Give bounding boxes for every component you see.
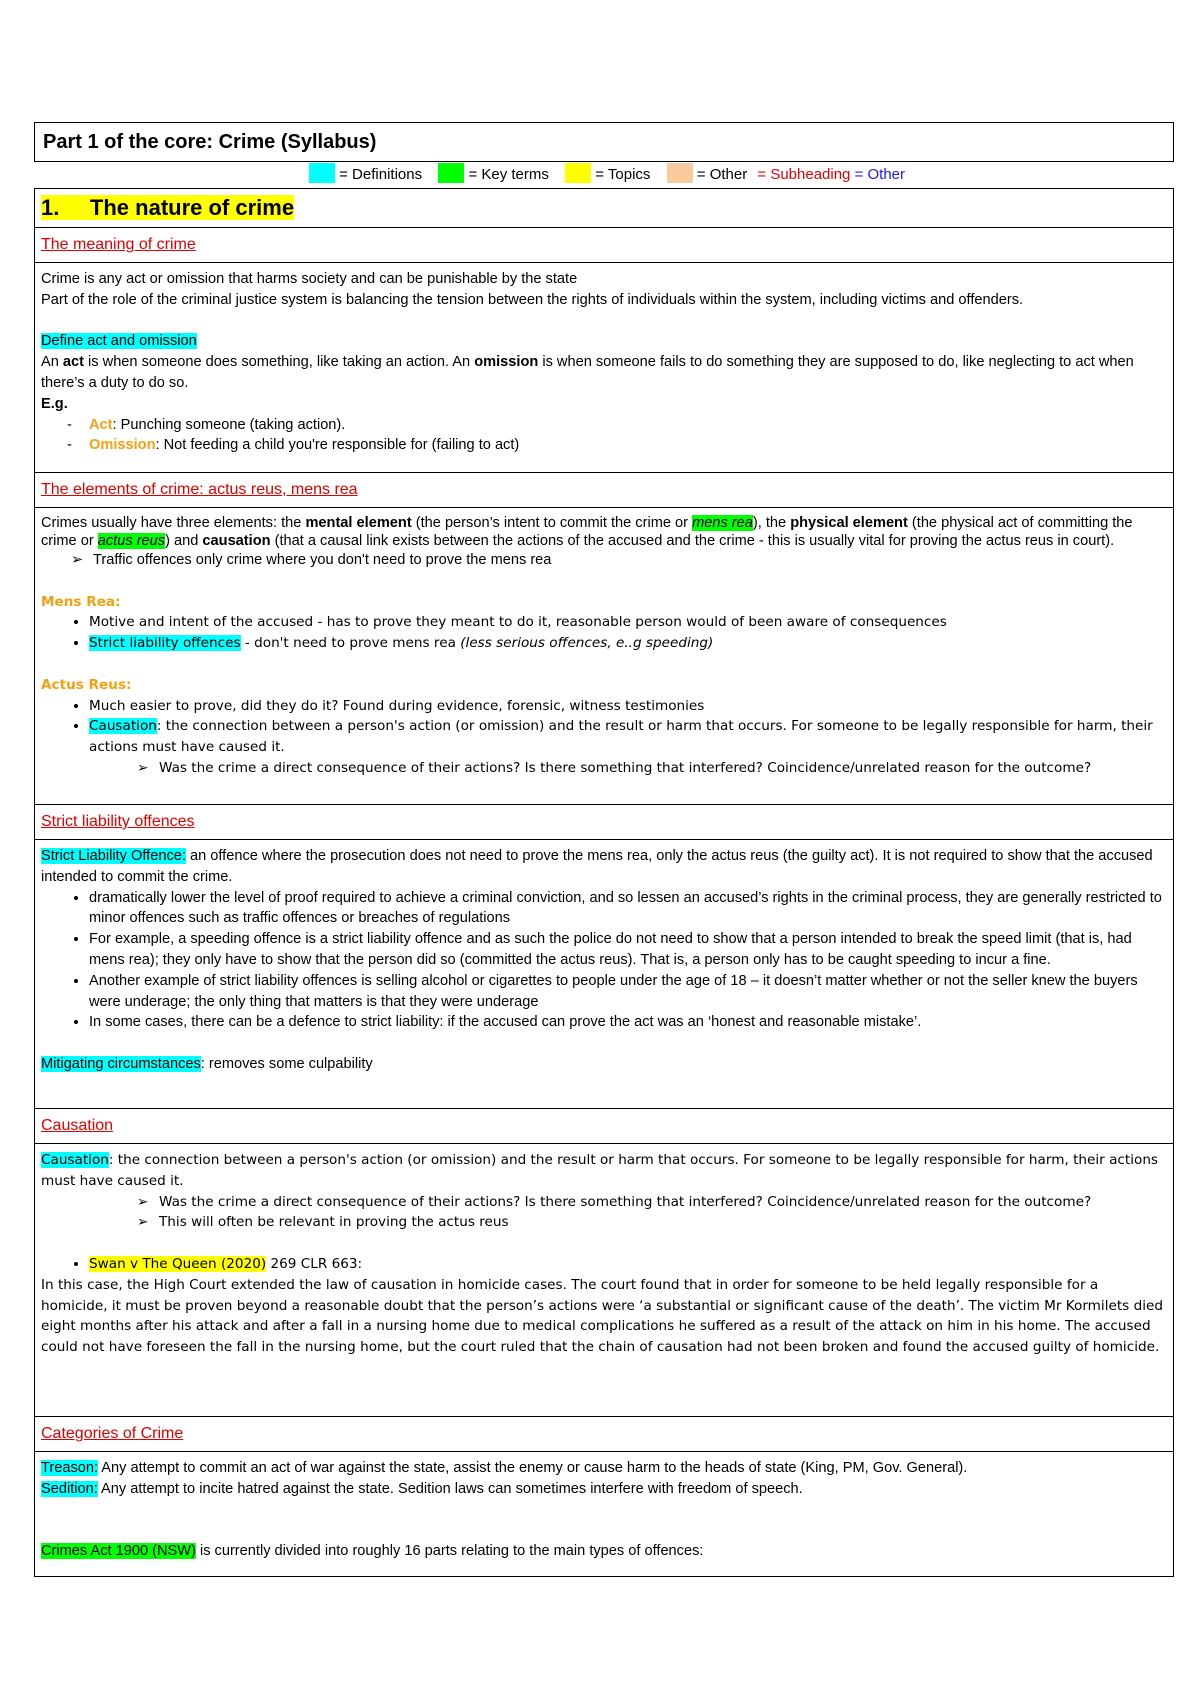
examples-list [41, 415, 1167, 457]
elements-paragraph: Crimes usually have three elements: the mental element (the person’s intent to commit the crime or mens rea), the physical element (the physical act of committing the crime or actus reus) and causation (that a causal link exists between the actions of the accused and the crime - this is usually vital for proving the actus reus in court). [41, 515, 1133, 549]
case-summary: In this case, the High Court extended the law of causation in homicide cases. The court found that in order for someone to be held legally responsible for a homicide, it must be proven beyond a reasonable doubt that the person’s actions were ‘a substantial or significant cause of the death’. The victim Mr Kormilets died eight months after his attack and after a fall in a nursing home due to medical complications he suffered as a result of the attack on him in his home. The accused could not have foreseen the fall in the nursing home, but the court ruled that the chain of causation had not been broken and found the accused guilty of homicide. [41, 1276, 1163, 1356]
causation-definition: Causation: the connection between a person's action (or omission) and the result or harm that occurs. For someone to be legally responsible for harm, their actions must have caused it. [41, 1152, 1159, 1189]
list-item: ➢ Traffic offences only crime where you don't need to prove the mens rea [93, 550, 1167, 571]
mitigating-circumstances: Mitigating circumstances: removes some culpability [41, 1055, 373, 1072]
key-terms-swatch [438, 163, 464, 183]
legend-key-terms: = Key terms [468, 166, 549, 183]
heading-strict-liability: Strict liability offences [41, 813, 195, 830]
list-item: • Another example of strict liability offences is selling alcohol or cigarettes to people under the age of 18 – it doesn’t matter whether or not the seller knew the buyers were underage; the only thing that matters is that they were underage [89, 971, 1167, 1013]
actus-reus-label: Actus Reus: [41, 676, 132, 693]
heading-elements-of-crime: The elements of crime: actus reus, mens rea [41, 481, 358, 498]
list-item: - Act: Punching someone (taking action). [67, 415, 1167, 436]
heading-causation: Causation [41, 1117, 114, 1134]
case-list [41, 1254, 1167, 1275]
list-item: - Omission: Not feeding a child you're responsible for (failing to act) [67, 435, 1167, 456]
list-item: • dramatically lower the level of proof required to achieve a criminal conviction, and so lessen an accused’s rights in the criminal process, they are generally restricted to minor offences such as traffic offences or breaches of regulations [89, 888, 1167, 930]
page-title: Part 1 of the core: Crime (Syllabus) [34, 122, 1174, 162]
meaning-line-2: Part of the role of the criminal justice system is balancing the tension between the rights of individuals within the system, including victims and offenders. [41, 291, 1024, 308]
legend-other: = Other [696, 166, 748, 183]
mens-rea-list [41, 612, 1167, 654]
section-number: 1. [41, 195, 60, 220]
actus-reus-list [41, 696, 1167, 758]
document-page [34, 122, 1174, 1577]
heading-meaning-of-crime: The meaning of crime [41, 236, 196, 253]
act-omission-definition: An act is when someone does something, like taking an action. An omission is when someone fails to do something they are supposed to do, like neglecting to act when there’s a duty to do so. [41, 354, 1134, 391]
sedition-definition: Sedition: Any attempt to incite hatred against the state. Sedition laws can sometimes interfere with freedom of speech. [41, 1480, 803, 1497]
legend-subheading: = Subheading [757, 166, 851, 183]
mens-rea-label: Mens Rea: [41, 593, 121, 610]
case-name: Swan v The Queen (2020) [89, 1255, 267, 1272]
strict-liability-definition: Strict Liability Offence: an offence where the prosecution does not need to prove the mens rea, only the actus reus (the guilty act). It is not required to show that the accused intended to commit the crime. [41, 848, 1153, 885]
definitions-swatch [309, 163, 335, 183]
list-item: ➢ Was the crime a direct consequence of their actions? Is there something that interfered? Coincidence/unrelated reason for the outcome? [159, 1192, 1167, 1213]
causation-arrow-list [41, 1192, 1167, 1234]
elements-arrow-list [41, 550, 1167, 571]
list-item: ➢ Was the crime a direct consequence of their actions? Is there something that interfered? Coincidence/unrelated reason for the outcome? [159, 758, 1167, 779]
section-name: The nature of crime [89, 195, 295, 220]
crimes-act: Crimes Act 1900 (NSW) is currently divided into roughly 16 parts relating to the main types of offences: [41, 1543, 704, 1560]
list-item: • Swan v The Queen (2020) 269 CLR 663: [89, 1254, 1167, 1275]
list-item: • Causation: the connection between a person's action (or omission) and the result or harm that occurs. For someone to be legally responsible for harm, their actions must have caused it. [89, 716, 1167, 758]
list-item: ➢ This will often be relevant in proving the actus reus [159, 1212, 1167, 1233]
legend-other-text: = Other [854, 166, 906, 183]
treason-definition: Treason: Any attempt to commit an act of war against the state, assist the enemy or cause harm to the heads of state (King, PM, Gov. General). [41, 1460, 968, 1476]
other-swatch [667, 163, 693, 183]
define-act-omission-label: Define act and omission [41, 333, 197, 350]
actus-reus-arrow-list [41, 758, 1167, 779]
list-item: • Strict liability offences - don't need to prove mens rea (less serious offences, e..g speeding) [89, 633, 1167, 654]
list-item: • Motive and intent of the accused - has to prove they meant to do it, reasonable person would of been aware of consequences [89, 612, 1167, 633]
color-legend [34, 162, 1174, 188]
list-item: • For example, a speeding offence is a strict liability offence and as such the police do not need to show that a person intended to break the speed limit (that is, had mens rea); they only have to show that the person did so (committed the actus reus). That is, a person only has to be caught speeding to incur a fine. [89, 929, 1167, 971]
list-item: • Much easier to prove, did they do it? Found during evidence, forensic, witness testimonies [89, 696, 1167, 717]
notes-table [34, 188, 1174, 1577]
section-title [41, 189, 1167, 227]
legend-topics: = Topics [595, 166, 651, 183]
meaning-line-1: Crime is any act or omission that harms society and can be punishable by the state [41, 271, 578, 287]
legend-definitions: = Definitions [339, 166, 423, 183]
strict-liability-list [41, 888, 1167, 1034]
list-item: • In some cases, there can be a defence to strict liability: if the accused can prove the act was an ‘honest and reasonable mistake’. [89, 1012, 1167, 1033]
topics-swatch [565, 163, 591, 183]
heading-categories-of-crime: Categories of Crime [41, 1425, 184, 1442]
eg-label: E.g. [41, 395, 68, 412]
